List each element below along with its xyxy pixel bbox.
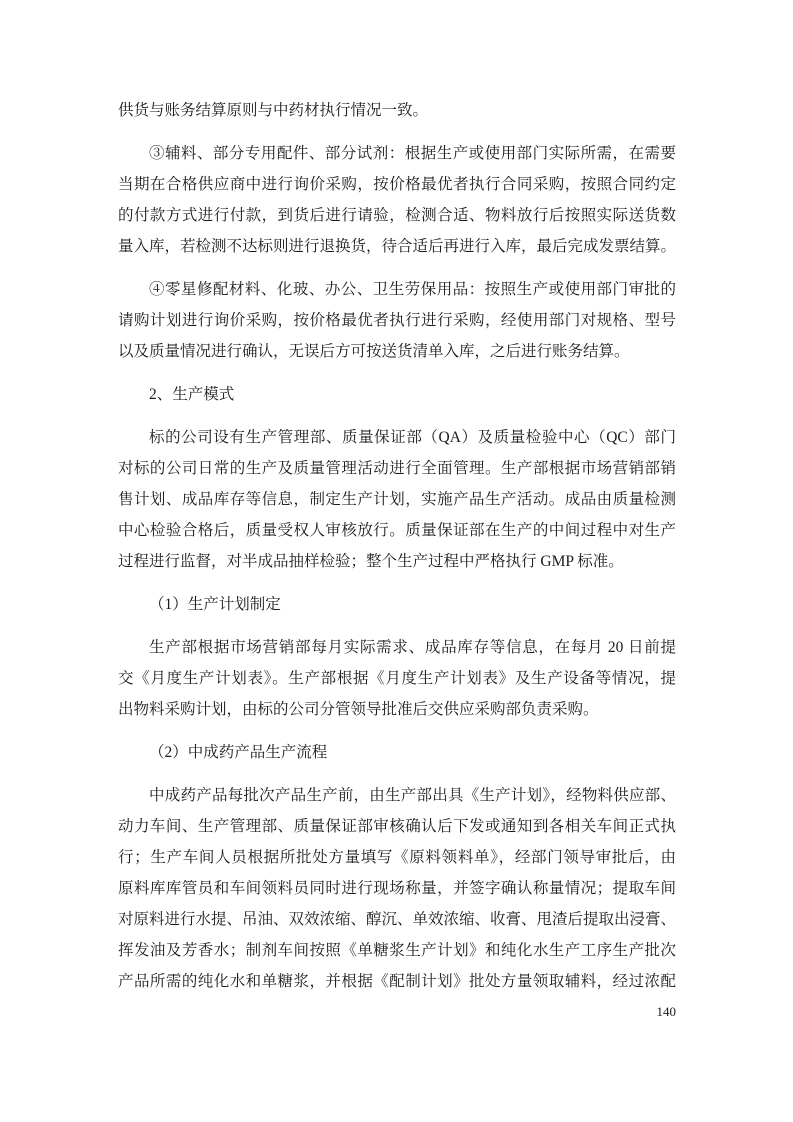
- heading-production-plan: [118, 589, 676, 620]
- text-line: 售计划、成品库存等信息，制定生产计划，实施产品生产活动。成品由质量检测: [118, 491, 676, 508]
- page-number: 140: [656, 1004, 676, 1019]
- text-line: 2、生产模式: [149, 386, 235, 403]
- text-line: ③辅料、部分专用配件、部分试剂：根据生产或使用部门实际所需，在需要: [149, 145, 676, 162]
- paragraph-item-3-auxiliary-materials: [118, 138, 676, 262]
- paragraph-tcm-production-process: [118, 780, 676, 997]
- text-line: 出物料采购计划，由标的公司分管领导批准后交供应采购部负责采购。: [118, 701, 599, 718]
- heading-tcm-production-process: [118, 737, 676, 768]
- text-line: 产品所需的纯化水和单糖浆，并根据《配制计划》批处方量领取辅料，经过浓配: [118, 973, 676, 990]
- paragraph-production-plan: [118, 632, 676, 725]
- text-line: 对原料进行水提、吊油、双效浓缩、醇沉、单效浓缩、收膏、甩渣后提取出浸膏、: [118, 911, 677, 928]
- text-line: 对标的公司日常的生产及质量管理活动进行全面管理。生产部根据市场营销部销: [118, 460, 676, 477]
- text-line: （2）中成药产品生产流程: [149, 744, 328, 761]
- text-line: （1）生产计划制定: [149, 596, 281, 613]
- text-line: ④零星修配材料、化玻、办公、卫生劳保用品：按照生产或使用部门审批的: [149, 281, 676, 298]
- text-line: 原料库库管员和车间领料员同时进行现场称量，并签字确认称量情况；提取车间: [118, 880, 676, 897]
- text-line: 的付款方式进行付款，到货后进行请验，检测合适、物料放行后按照实际送货数: [118, 207, 676, 224]
- text-line: 量入库，若检测不达标则进行退换货，待合适后再进行入库，最后完成发票结算。: [118, 238, 677, 255]
- text-line: 过程进行监督，对半成品抽样检验；整个生产过程中严格执行 GMP 标准。: [118, 553, 624, 570]
- text-line: 交《月度生产计划表》。生产部根据《月度生产计划表》及生产设备等情况，提: [118, 670, 676, 687]
- text-line: 标的公司设有生产管理部、质量保证部（QA）及质量检验中心（QC）部门: [149, 429, 676, 446]
- paragraph-production-mode-overview: [118, 422, 676, 577]
- paragraph-supply-settlement-continuation: [118, 95, 676, 126]
- text-line: 当期在合格供应商中进行询价采购，按价格最优者执行合同采购，按照合同约定: [118, 176, 676, 193]
- heading-production-mode: [118, 379, 676, 410]
- text-line: 生产部根据市场营销部每月实际需求、成品库存等信息，在每月 20 日前提: [149, 639, 676, 656]
- text-line: 以及质量情况进行确认，无误后方可按送货清单入库，之后进行账务结算。: [118, 343, 630, 360]
- text-line: 供货与账务结算原则与中药材执行情况一致。: [118, 102, 429, 119]
- paragraph-item-4-sundry-supplies: [118, 274, 676, 367]
- text-line: 行；生产车间人员根据所批处方量填写《原料领料单》，经部门领导审批后，由: [118, 849, 676, 866]
- text-line: 挥发油及芳香水；制剂车间按照《单糖浆生产计划》和纯化水生产工序生产批次: [118, 942, 676, 959]
- document-body: [118, 95, 676, 997]
- text-line: 中成药产品每批次产品生产前，由生产部出具《生产计划》，经物料供应部、: [149, 787, 676, 804]
- text-line: 动力车间、生产管理部、质量保证部审核确认后下发或通知到各相关车间正式执: [118, 818, 676, 835]
- text-line: 中心检验合格后，质量受权人审核放行。质量保证部在生产的中间过程中对生产: [118, 522, 676, 539]
- text-line: 请购计划进行询价采购，按价格最优者执行进行采购，经使用部门对规格、型号: [118, 312, 676, 329]
